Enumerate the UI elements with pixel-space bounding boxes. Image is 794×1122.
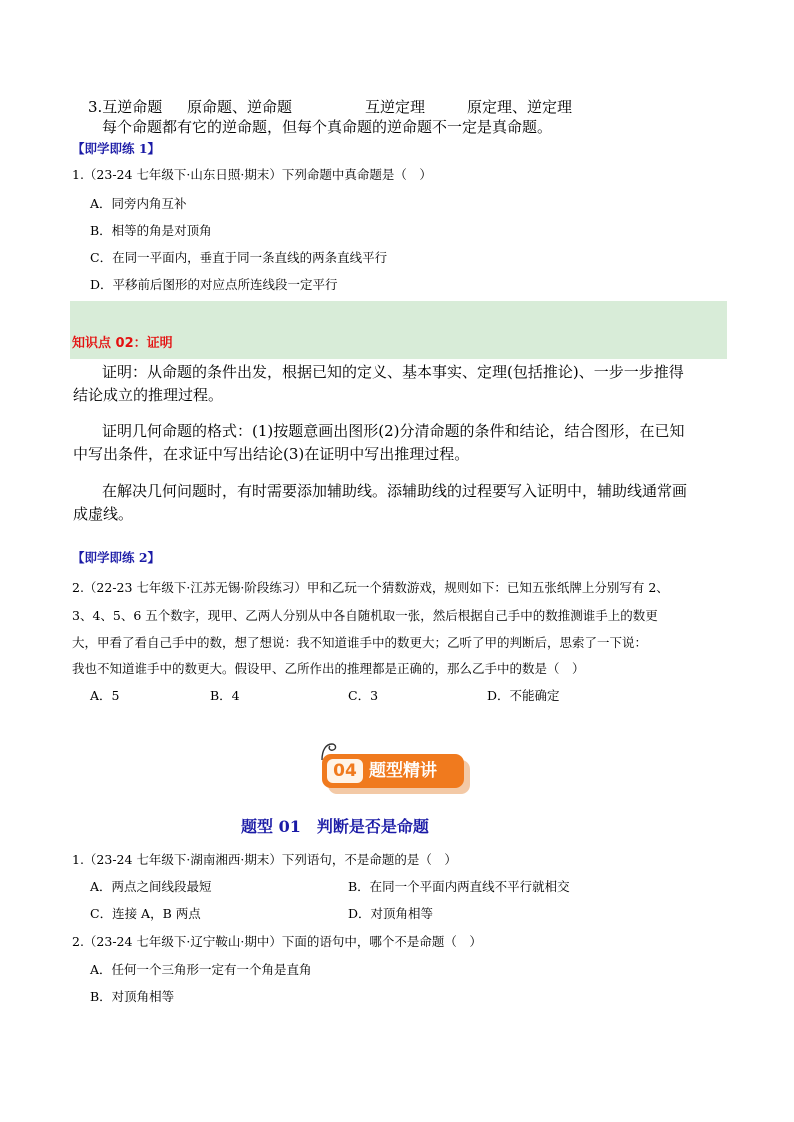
- practice1-option-a: A．同旁内角互补: [90, 196, 187, 211]
- practice1-option-c: C．在同一平面内，垂直于同一条直线的两条直线平行: [90, 250, 388, 265]
- section3-label: 3.互逆命题: [88, 98, 163, 116]
- practice2-option-c: C．3: [348, 688, 379, 703]
- type01-q1-option-d: D．对顶角相等: [348, 906, 434, 921]
- knowledge-title: 知识点 02：证明: [72, 336, 173, 351]
- practice2-line3: 大，甲看了看自己手中的数，想了想说：我不知道谁手中的数更大；乙听了甲的判断后，思索了一下说：: [72, 635, 648, 650]
- practice1-question: 1.（23-24 七年级下·山东日照·期末）下列命题中真命题是（ ）: [72, 167, 432, 182]
- knowledge-p2-line1: 证明几何命题的格式：(1)按题意画出图形(2)分清命题的条件和结论，结合图形，在已知: [102, 422, 685, 440]
- section3-term2: 原定理、逆定理: [467, 98, 573, 116]
- knowledge-p1-line1: 证明：从命题的条件出发，根据已知的定义、基本事实、定理(包括推论)、一步一步推得: [102, 363, 684, 381]
- type01-q1-option-c: C．连接 A，B 两点: [90, 906, 201, 921]
- badge-number: 04: [327, 759, 363, 783]
- section3-label2: 互逆定理: [365, 98, 426, 116]
- practice2-option-a: A．5: [90, 688, 120, 703]
- knowledge-p1-line2: 结论成立的推理过程。: [73, 386, 224, 404]
- knowledge-p2-line2: 中写出条件，在求证中写出结论(3)在证明中写出推理过程。: [73, 445, 470, 463]
- type01-q1-question: 1.（23-24 七年级下·湖南湘西·期末）下列语句，不是命题的是（ ）: [72, 852, 457, 867]
- badge-text: 题型精讲: [369, 761, 437, 781]
- practice2-header: 【即学即练 2】: [72, 550, 161, 565]
- type01-q2-option-b: B．对顶角相等: [90, 989, 175, 1004]
- type01-q1-option-b: B．在同一个平面内两直线不平行就相交: [348, 879, 570, 894]
- type01-title: 题型 01 判断是否是命题: [241, 817, 429, 836]
- practice1-option-b: B．相等的角是对顶角: [90, 223, 212, 238]
- section3-term1: 原命题、逆命题: [187, 98, 293, 116]
- practice2-option-b: B．4: [210, 688, 240, 703]
- practice1-header: 【即学即练 1】: [72, 141, 161, 156]
- section3-note: 每个命题都有它的逆命题，但每个真命题的逆命题不一定是真命题。: [102, 118, 553, 136]
- practice2-line4: 我也不知道谁手中的数更大。假设甲、乙所作出的推理都是正确的，那么乙手中的数是（ ）: [72, 661, 585, 676]
- section-badge: [322, 754, 472, 794]
- knowledge-p3-line1: 在解决几何问题时，有时需要添加辅助线。添辅助线的过程要写入证明中，辅助线通常画: [102, 482, 688, 500]
- type01-q2-option-a: A．任何一个三角形一定有一个角是直角: [90, 962, 312, 977]
- knowledge-title-band: [70, 301, 727, 359]
- type01-q2-question: 2.（23-24 七年级下·辽宁鞍山·期中）下面的语句中，哪个不是命题（ ）: [72, 934, 482, 949]
- practice2-option-d: D．不能确定: [487, 688, 560, 703]
- practice2-line1: 2.（22-23 七年级下·江苏无锡·阶段练习）甲和乙玩一个猜数游戏，规则如下：已知五张纸牌上分别写有 2、: [72, 580, 669, 595]
- knowledge-p3-line2: 成虚线。: [73, 505, 134, 523]
- practice1-option-d: D．平移前后图形的对应点所连线段一定平行: [90, 277, 338, 292]
- type01-q1-option-a: A．两点之间线段最短: [90, 879, 212, 894]
- practice2-line2: 3、4、5、6 五个数字，现甲、乙两人分别从中各自随机取一张，然后根据自己手中的数推测谁手上的数更: [72, 608, 658, 623]
